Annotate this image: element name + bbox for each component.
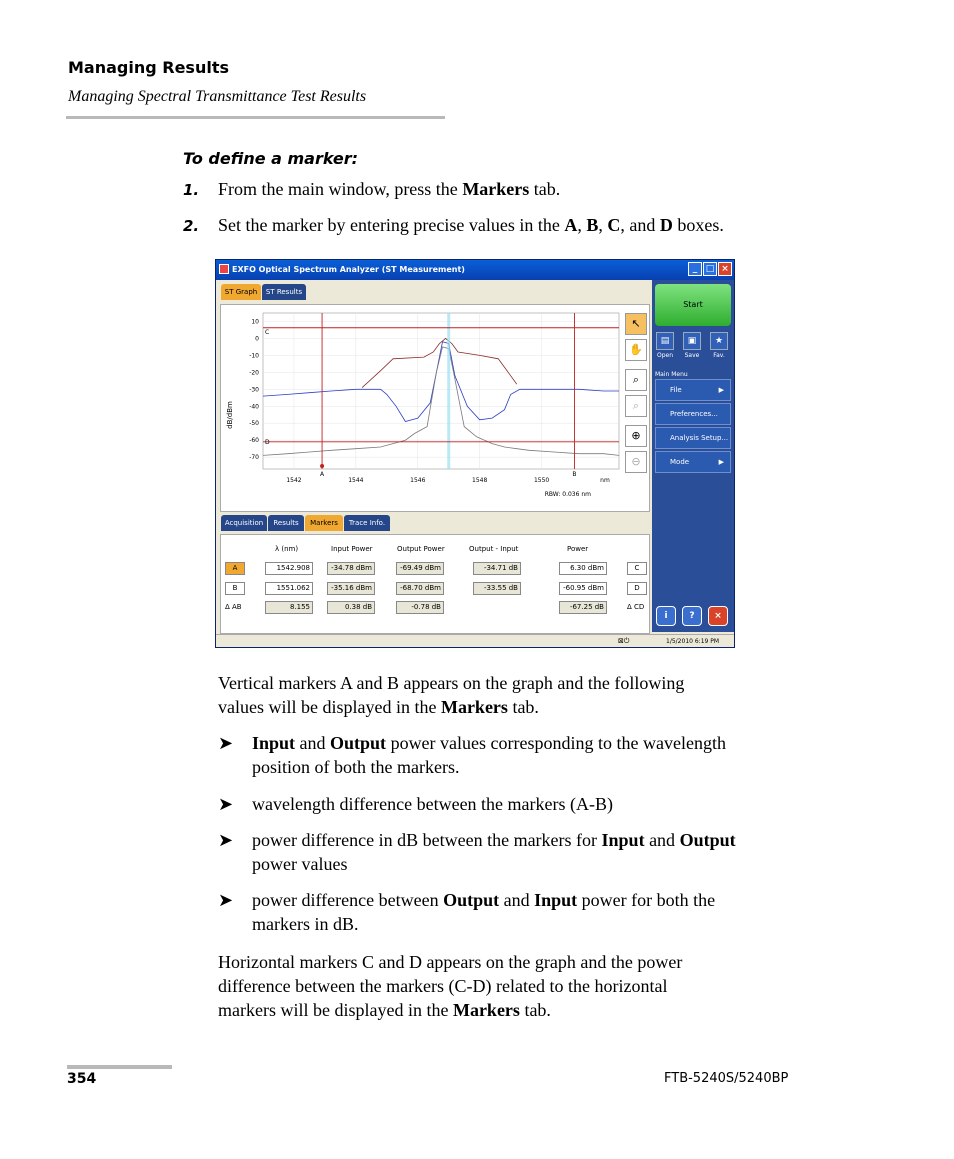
bullet-arrow-icon: ➤ (218, 890, 234, 910)
delta-cd-power: -67.25 dB (559, 601, 607, 614)
running-header-subtitle: Managing Spectral Transmittance Test Results (68, 88, 367, 105)
page-number: 354 (67, 1071, 97, 1087)
header-rule (66, 116, 445, 119)
x-tick-label: 1550 (533, 477, 550, 484)
marker-b-label: B (572, 471, 577, 478)
tab-markers[interactable]: Markers (305, 515, 343, 531)
col-power: Power (567, 545, 589, 553)
status-bar (216, 634, 734, 648)
info-icon[interactable]: i (656, 606, 676, 626)
spectrum-graph[interactable] (220, 304, 650, 512)
main-menu-label: Main Menu (655, 371, 688, 378)
marker-c-power[interactable]: 6.30 dBm (559, 562, 607, 575)
col-lambda: λ (nm) (275, 545, 299, 553)
bullet-arrow-icon: ➤ (218, 794, 234, 814)
tab-results[interactable]: Results (268, 515, 304, 531)
zoom-reset-icon[interactable]: ⊖ (625, 451, 647, 473)
y-tick-label: -30 (249, 386, 259, 394)
tab-st-results[interactable]: ST Results (262, 284, 306, 300)
x-axis-label: nm (600, 477, 610, 484)
step-text: Set the marker by entering precise values in the A, B, C, and D boxes. (218, 215, 724, 235)
bullet-item: Input and Output power values corresponding to the wavelength position of both the markers. (252, 733, 726, 777)
marker-d-label: D (265, 438, 270, 446)
footer-rule (67, 1065, 172, 1069)
spectrum-chart (221, 305, 649, 511)
maximize-icon[interactable]: □ (703, 262, 717, 276)
procedure-title: To define a marker: (183, 149, 359, 168)
col-output-minus-input: Output - Input (469, 545, 519, 553)
zoom-out-disabled-icon[interactable]: ⌕ (625, 395, 647, 417)
status-datetime: 1/5/2010 6:19 PM (666, 638, 720, 645)
delta-ab-lambda: 8.155 (265, 601, 313, 614)
col-output-power: Output Power (397, 545, 445, 553)
y-tick-label: -70 (249, 454, 259, 462)
osa-screenshot-window (215, 259, 735, 648)
zoom-in-icon[interactable]: ⊕ (625, 425, 647, 447)
pan-hand-icon[interactable]: ✋ (625, 339, 647, 361)
spectrum-trace (263, 347, 619, 456)
window-titlebar (216, 260, 734, 280)
menu-item-mode[interactable]: Mode ▶ (655, 451, 731, 473)
marker-a-input: -34.78 dBm (327, 562, 375, 575)
rbw-annotation: RBW: 0.036 nm (544, 491, 591, 498)
step-number: 2. (183, 217, 200, 235)
bullet-arrow-icon: ➤ (218, 830, 234, 850)
x-tick-label: 1548 (472, 477, 488, 484)
menu-item-file[interactable]: File ▶ (655, 379, 731, 401)
spectrum-trace (362, 338, 517, 387)
marker-b-output: -68.70 dBm (396, 582, 444, 595)
open-label: Open (656, 352, 674, 359)
close-icon[interactable]: × (718, 262, 732, 276)
menu-item-analysis-setup[interactable]: Analysis Setup... (655, 427, 731, 449)
marker-b-input: -35.16 dBm (327, 582, 375, 595)
step-text: From the main window, press the Markers tab. (218, 179, 561, 199)
y-tick-label: -40 (249, 403, 259, 411)
pointer-tool-icon[interactable]: ↖ (625, 313, 647, 335)
bullet-item: wavelength difference between the markers (A-B) (252, 794, 614, 814)
x-tick-label: 1542 (286, 477, 302, 484)
marker-b-lambda[interactable]: 1551.062 (265, 582, 313, 595)
markers-panel (220, 534, 650, 634)
submenu-arrow-icon: ▶ (718, 386, 724, 394)
menu-item-preferences[interactable]: Preferences... (655, 403, 731, 425)
delta-ab-input: 0.38 dB (327, 601, 375, 614)
marker-c-button[interactable]: C (627, 562, 647, 575)
open-folder-icon[interactable]: ▤ (656, 332, 674, 350)
tab-trace-info[interactable]: Trace Info. (344, 515, 390, 531)
y-tick-label: 10 (251, 318, 259, 326)
exit-icon[interactable]: × (708, 606, 728, 626)
tab-st-graph[interactable]: ST Graph (221, 284, 261, 300)
marker-d-power[interactable]: -60.95 dBm (559, 582, 607, 595)
save-disk-icon[interactable]: ▣ (683, 332, 701, 350)
bullet-item: power difference in dB between the markers for Input and Output power values (252, 830, 736, 874)
save-label: Save (684, 352, 700, 359)
help-icon[interactable]: ? (682, 606, 702, 626)
delta-cd-label: Δ CD (627, 603, 645, 611)
y-tick-label: -50 (249, 420, 259, 428)
marker-a-diff: -34.71 dB (473, 562, 521, 575)
delta-ab-label: Δ AB (225, 603, 242, 611)
zoom-area-icon[interactable]: ⌕ (625, 369, 647, 391)
y-tick-label: 0 (255, 335, 259, 343)
window-title: EXFO Optical Spectrum Analyzer (ST Measurement) (232, 265, 465, 274)
x-tick-label: 1544 (348, 477, 364, 484)
marker-c-label: C (265, 328, 270, 336)
marker-b-button[interactable]: B (225, 582, 245, 595)
delta-ab-output: -0.78 dB (396, 601, 444, 614)
app-icon (219, 264, 229, 274)
minimize-icon[interactable]: _ (688, 262, 702, 276)
y-tick-label: -10 (249, 352, 259, 360)
product-model: FTB-5240S/5240BP (664, 1071, 789, 1086)
marker-a-handle (320, 464, 324, 468)
running-header-title: Managing Results (68, 58, 229, 77)
start-button[interactable]: Start (655, 284, 731, 326)
bullet-arrow-icon: ➤ (218, 733, 234, 753)
marker-a-lambda[interactable]: 1542.908 (265, 562, 313, 575)
right-panel (652, 280, 734, 632)
marker-a-button[interactable]: A (225, 562, 245, 575)
y-tick-label: -60 (249, 437, 259, 445)
marker-a-output: -69.49 dBm (396, 562, 444, 575)
y-axis-label: dB/dBm (226, 401, 234, 429)
bullet-item: power difference between Output and Input power for both the markers in dB. (252, 890, 716, 934)
status-icons: ⊠⏻ (618, 637, 630, 645)
marker-b-diff: -33.55 dB (473, 582, 521, 595)
paragraph-vertical-markers: Vertical markers A and B appears on the graph and the following values will be displayed in the Markers tab. (218, 673, 685, 717)
submenu-arrow-icon: ▶ (718, 458, 724, 466)
tab-acquisition[interactable]: Acquisition (221, 515, 267, 531)
plot-frame (263, 313, 619, 469)
y-tick-label: -20 (249, 369, 259, 377)
marker-a-label: A (320, 471, 325, 478)
x-tick-label: 1546 (410, 477, 426, 484)
favorite-star-icon[interactable]: ★ (710, 332, 728, 350)
paragraph-horizontal-markers: Horizontal markers C and D appears on the graph and the power difference between the markers (C-D) related to the horizontal markers will be displayed in the Markers tab. (218, 952, 683, 1020)
step-number: 1. (183, 181, 200, 199)
col-input-power: Input Power (331, 545, 373, 553)
marker-d-button[interactable]: D (627, 582, 647, 595)
fav-label: Fav. (713, 352, 725, 359)
